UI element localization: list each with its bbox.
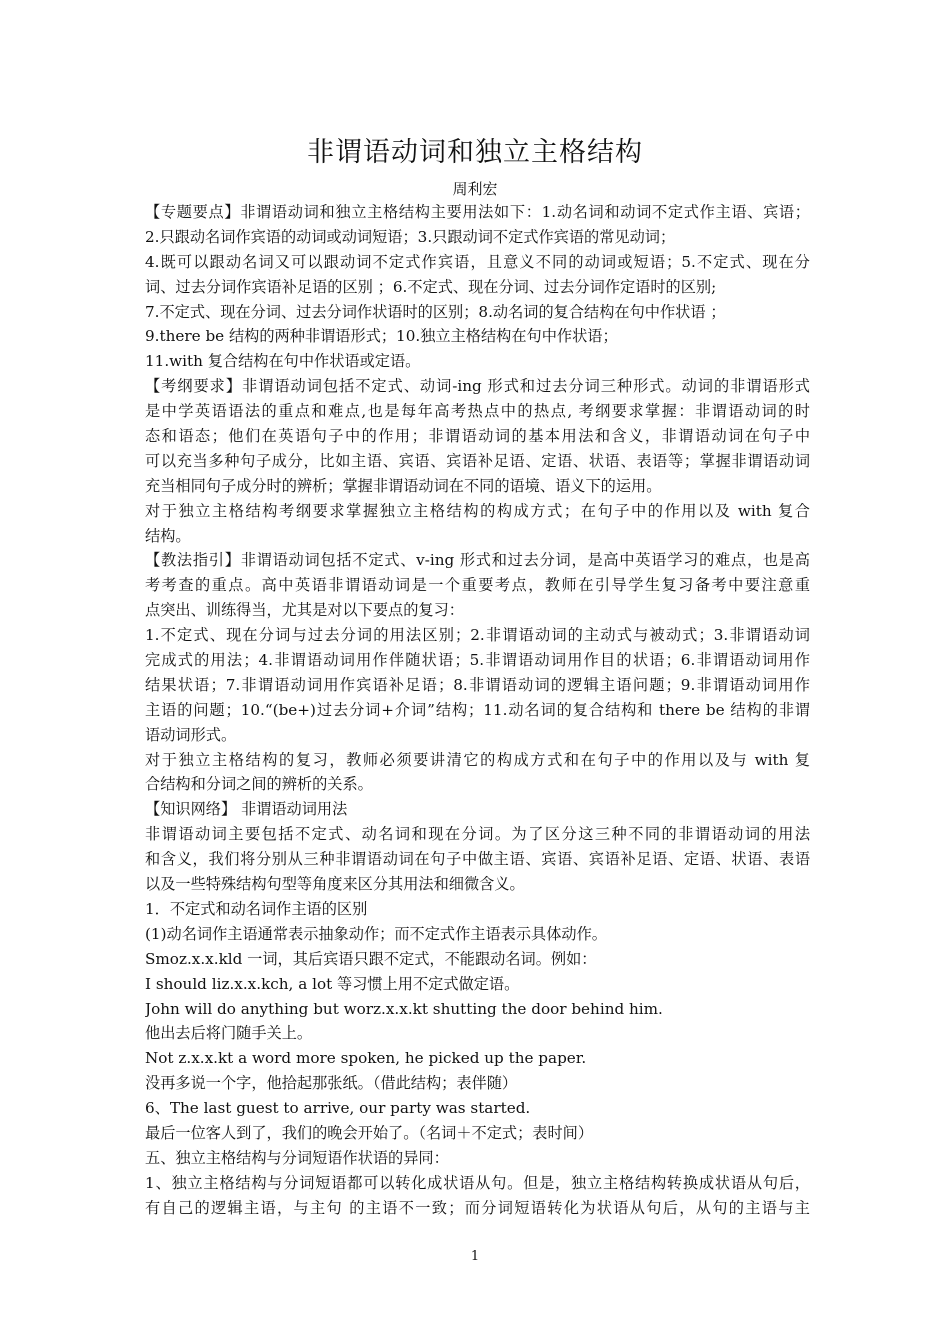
text-line: 对于独立主格结构考纲要求掌握独立主格结构的构成方式；在句子中的作用以及 with 复合 — [145, 501, 810, 520]
text-line: 【考纲要求】非谓语动词包括不定式、动词-ing 形式和过去分词三种形式。动词的非谓语形式 — [145, 377, 810, 396]
text-line: 以及一些特殊结构句型等角度来区分其用法和细微含义。 — [145, 875, 525, 894]
text-line: 6、The last guest to arrive, our party was started. — [145, 1099, 531, 1118]
text-line: 完成式的用法；4.非谓语动词用作伴随状语；5.非谓语动词用作目的状语；6.非谓语动词用作 — [145, 651, 810, 670]
text-line: 结果状语；7.非谓语动词用作宾语补足语；8.非谓语动词的逻辑主语问题；9.非谓语动词用作 — [145, 675, 810, 694]
text-line: 11.with 复合结构在句中作状语或定语。 — [145, 352, 421, 371]
text-line: 4.既可以跟动名词又可以跟动词不定式作宾语，且意义不同的动词或短语；5.不定式、现在分 — [145, 252, 810, 271]
text-line: 主语的问题；10.“(be+)过去分词+介词”结构；11.动名词的复合结构和 there be 结构的非谓 — [145, 700, 810, 719]
text-line: John will do anything but worz.x.x.kt shutting the door behind him. — [145, 999, 663, 1018]
text-line: 语动词形式。 — [145, 725, 237, 744]
text-line: 1.不定式、现在分词与过去分词的用法区别；2.非谓语动词的主动式与被动式；3.非谓语动词 — [145, 626, 810, 645]
text-line: 9.there be 结构的两种非谓语形式；10.独立主格结构在句中作状语； — [145, 327, 618, 346]
text-line: 他出去后将门随手关上。 — [145, 1024, 313, 1043]
text-line: 1．不定式和动名词作主语的区别 — [145, 899, 368, 918]
text-line: 【专题要点】非谓语动词和独立主格结构主要用法如下：1.动名词和动词不定式作主语、宾语； — [145, 203, 810, 221]
text-line: 7.不定式、现在分词、过去分词作状语时的区别；8.动名词的复合结构在句中作状语 ； — [145, 302, 726, 321]
text-line: 对于独立主格结构的复习，教师必须要讲清它的构成方式和在句子中的作用以及与 with 复 — [145, 750, 810, 769]
text-line: 态和语态；他们在英语句子中的作用；非谓语动词的基本用法和含义，非谓语动词在句子中 — [145, 427, 810, 446]
text-line: 词、过去分词作宾语补足语的区别 ；6.不定式、现在分词、过去分词作定语时的区别; — [145, 277, 717, 296]
text-line: 考考查的重点。高中英语非谓语动词是一个重要考点，教师在引导学生复习备考中要注意重 — [145, 576, 810, 595]
text-line: 【知识网络】 非谓语动词用法 — [145, 800, 348, 819]
text-line: 没再多说一个字，他拾起那张纸。（借此结构；表伴随） — [145, 1074, 518, 1093]
author-name: 周利宏 — [452, 180, 498, 198]
text-line: 可以充当多种句子成分，比如主语、宾语、宾语补足语、定语、状语、表语等；掌握非谓语动词 — [145, 451, 810, 470]
document-title: 非谓语动词和独立主格结构 — [307, 137, 643, 168]
text-line: 最后一位客人到了，我们的晚会开始了。（名词＋不定式；表时间） — [145, 1123, 594, 1142]
text-line: 有自己的逻辑主语，与主句 的主语不一致；而分词短语转化为状语从句后，从句的主语与主 — [145, 1198, 810, 1217]
text-line: 充当相同句子成分时的辨析；掌握非谓语动词在不同的语境、语义下的运用。 — [145, 476, 662, 495]
text-line: 【教法指引】非谓语动词包括不定式、v-ing 形式和过去分词，是高中英语学习的难点，也是高 — [145, 551, 810, 570]
text-line: 1、独立主格结构与分词短语都可以转化成状语从句。但是，独立主格结构转换成状语从句后， — [145, 1173, 810, 1192]
text-line: Smoz.x.x.kld 一词，其后宾语只跟不定式，不能跟动名词。例如： — [145, 949, 597, 968]
text-line: 合结构和分词之间的辨析的关系。 — [145, 775, 373, 794]
text-line: 和含义，我们将分别从三种非谓语动词在句子中做主语、宾语、宾语补足语、定语、状语、表语 — [145, 850, 810, 869]
text-line: 是中学英语语法的重点和难点,也是每年高考热点中的热点, 考纲要求掌握：非谓语动词的时 — [145, 402, 810, 421]
page-number: 1 — [470, 1249, 480, 1264]
text-line: 五、独立主格结构与分词短语作状语的异同： — [145, 1148, 449, 1167]
text-line: 结构。 — [145, 526, 191, 545]
text-line: Not z.x.x.kt a word more spoken, he picked up the paper. — [145, 1049, 587, 1068]
text-line: 点突出、训练得当，尤其是对以下要点的复习： — [145, 601, 464, 620]
text-line: I should liz.x.x.kch, a lot 等习惯上用不定式做定语。 — [145, 974, 520, 993]
text-line: 2.只跟动名词作宾语的动词或动词短语；3.只跟动词不定式作宾语的常见动词； — [145, 227, 676, 246]
text-line: (1)动名词作主语通常表示抽象动作；而不定式作主语表示具体动作。 — [145, 924, 607, 943]
text-line: 非谓语动词主要包括不定式、动名词和现在分词。为了区分这三种不同的非谓语动词的用法 — [145, 825, 810, 844]
document-body — [145, 200, 810, 1221]
